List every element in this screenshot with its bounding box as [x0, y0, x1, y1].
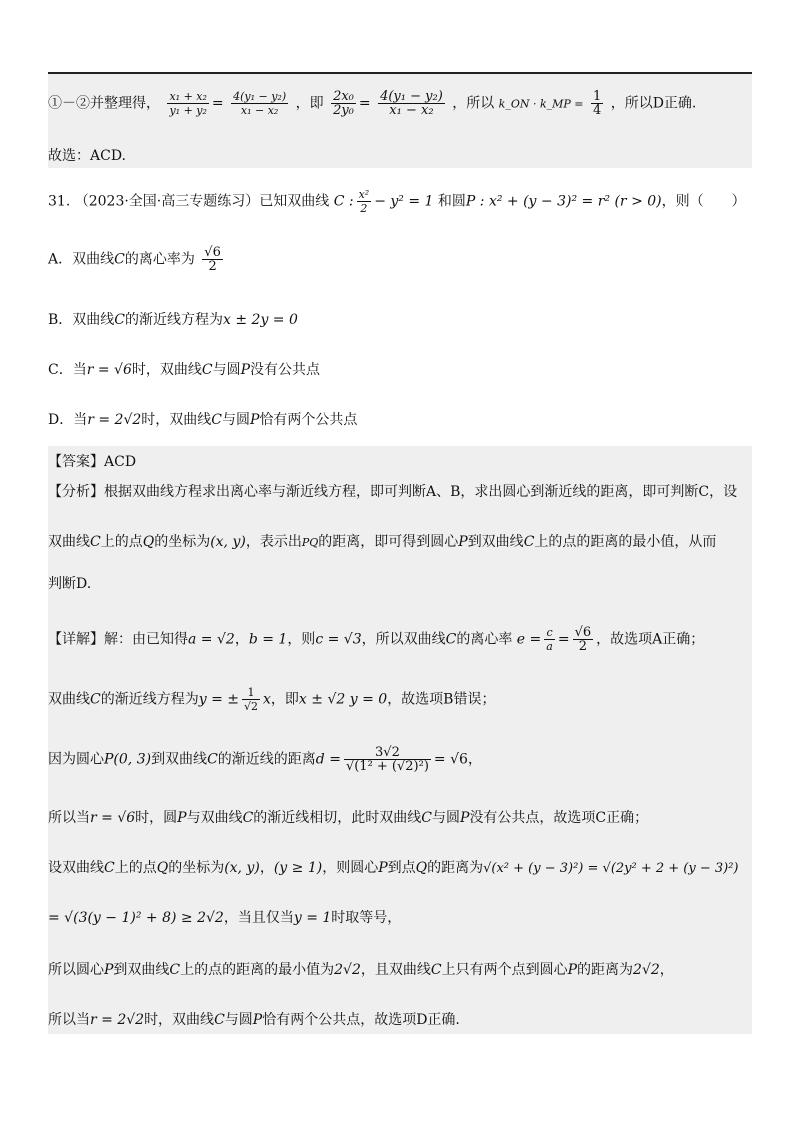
math-var: P — [104, 962, 114, 978]
math-var: C — [90, 691, 101, 708]
option-b — [48, 310, 298, 330]
math-expr: c = √3 — [315, 631, 362, 648]
text: 的距离为 — [577, 962, 634, 978]
text: 的渐近线方程为 — [125, 312, 224, 328]
math-var: P — [250, 412, 260, 428]
math-expr: √(x² + (y − 3)²) = √(2y² + 2 + (y − 3)²) — [483, 861, 739, 876]
text: ，则（ ） — [661, 193, 746, 210]
option-d — [48, 410, 357, 430]
text: 与圆 — [224, 1012, 253, 1028]
text: 所以当 — [48, 810, 90, 826]
math-var: C — [523, 534, 535, 550]
math-expr: e = — [516, 631, 542, 648]
detail-line-3 — [48, 746, 482, 773]
text: ， — [234, 631, 249, 648]
fraction: $\frac{√6}{2}$ — [204, 245, 221, 274]
text: ， — [467, 751, 482, 768]
text: ，所以D正确. — [610, 95, 697, 112]
math-var: C — [90, 534, 101, 550]
text: 到点 — [387, 860, 416, 876]
text: 的坐标为 — [168, 860, 225, 876]
math-var: Q — [156, 860, 169, 876]
math-expr: r = 2√2 — [90, 1012, 145, 1028]
math-expr: x ± √2 y = 0 — [298, 691, 388, 708]
text: 上的点 — [114, 860, 157, 876]
math-var: C — [214, 1012, 225, 1028]
math-expr: a = √2 — [188, 631, 235, 648]
text: 恰有两个公共点 — [259, 412, 358, 428]
text: ，即 — [295, 95, 324, 112]
text: 到双曲线 — [467, 534, 524, 550]
option-label: D．当 — [48, 412, 88, 428]
text: 和圆 — [437, 193, 466, 210]
text: 所以圆心 — [48, 962, 104, 978]
text: ， — [659, 962, 674, 978]
math-var: C — [242, 810, 254, 826]
text: 双曲线 — [48, 534, 90, 550]
text: 时，双曲线 — [141, 412, 212, 428]
text: ，故选项A正确； — [596, 631, 705, 648]
math-expr: r = 2√2 — [87, 412, 142, 428]
math-expr: b = 1 — [248, 631, 288, 648]
math-expr: PQ — [301, 536, 319, 549]
math-var: C — [445, 631, 457, 648]
text: ，即 — [270, 691, 299, 708]
text: 没有公共点 — [250, 362, 321, 378]
prev-solution-line: ①－②并整理得， $\frac{\text{x₁ + x₂}}{\text{y₁ + y₂}}$ = $\frac{\text{4(y₁ − y₂)}}{\text{x₁ − x₂}}$ ，即 $\frac{\text{2x₀}}{\text{2y₀}}$ = $\frac{\text{4(y₁ − y₂)}}{\text{x₁ − x₂}}$ ，所以 k_ON · k_MP = $\frac{1}{4}$ ，所以D正确. — [48, 89, 697, 118]
fraction: $\frac{c}{a}$ — [546, 626, 553, 653]
text: 的离心率 — [456, 631, 513, 648]
step-lead: ①－②并整理得， — [48, 95, 160, 112]
text: 的距离为 — [427, 860, 484, 876]
math-var: C — [114, 251, 125, 268]
math-expr: r = √6 — [86, 362, 132, 378]
text: 恰有两个公共点，故选项D正确. — [262, 1012, 460, 1028]
analysis-line-2 — [48, 532, 716, 553]
text: 的离心率为 — [124, 251, 195, 268]
text: 时，双曲线 — [131, 362, 202, 378]
option-label: C．当 — [48, 362, 87, 378]
math-var: P — [177, 810, 187, 826]
text: 时，双曲线 — [144, 1012, 215, 1028]
math-var: C — [104, 860, 115, 876]
option-c — [48, 360, 320, 380]
math-expr: − y² = 1 — [374, 193, 434, 210]
math-var: C — [430, 962, 442, 978]
math-var: P — [240, 362, 251, 378]
fraction: $\frac{1}{4}$ — [592, 89, 602, 118]
text: 上的点 — [100, 534, 143, 550]
text: 与圆 — [222, 412, 251, 428]
text: 到双曲线 — [151, 751, 208, 768]
text: 的渐近线方程为 — [100, 691, 199, 708]
text: ，所以双曲线 — [361, 631, 446, 648]
math-expr: = — [557, 631, 570, 648]
text: 上的点的距离的最小值，从而 — [534, 534, 717, 550]
text: 与圆 — [432, 810, 461, 826]
fraction: $\frac{\text{x²}}{2}$ — [358, 188, 370, 215]
fraction: $\frac{1}{√2}$ — [244, 686, 259, 713]
text: 时取等号， — [331, 910, 402, 926]
detail-line-1 — [48, 626, 704, 653]
text: 到双曲线 — [113, 962, 170, 978]
math-expr: 2√2 — [633, 962, 660, 978]
math-expr: (x, y) — [210, 534, 246, 550]
math-var: P — [252, 1012, 263, 1028]
math-expr: y = 1 — [293, 910, 332, 926]
text: ， — [259, 860, 274, 876]
math-expr: P : x² + (y − 3)² = r² (r > 0) — [465, 193, 662, 210]
math-var: x — [263, 691, 271, 708]
text: 与圆 — [212, 362, 241, 378]
text: ，故选项B错误； — [387, 691, 496, 708]
fraction: $\frac{3√2}{\text{√(1² + (√2)²)}}$ — [345, 745, 429, 774]
fraction: $\frac{√6}{2}$ — [574, 625, 592, 654]
math-expr: 2√2 — [334, 962, 361, 978]
analysis-line-3: 判断D. — [48, 576, 92, 592]
math-expr: P(0, 3) — [104, 751, 152, 768]
detail-line-4 — [48, 808, 648, 828]
math-var: P — [378, 860, 388, 876]
fraction: $\frac{\text{4(y₁ − y₂)}}{\text{x₁ − x₂}}$ — [380, 89, 443, 118]
fraction: $\frac{\text{4(y₁ − y₂)}}{\text{x₁ − x₂}}$ — [233, 90, 287, 117]
text: 的坐标为 — [154, 534, 211, 550]
math-expr: C : — [333, 193, 354, 210]
text: 没有公共点，故选项C正确； — [469, 810, 649, 826]
fraction: $\frac{\text{x₁ + x₂}}{\text{y₁ + y₂}}$ — [169, 90, 207, 117]
math-var: P — [567, 962, 578, 978]
text: 的距离，即可得到圆心 — [318, 534, 459, 550]
text: 上的点的距离的最小值为 — [180, 962, 335, 978]
math-var: C — [421, 810, 433, 826]
text: ，且双曲线 — [360, 962, 431, 978]
fraction: $\frac{\text{2x₀}}{\text{2y₀}}$ — [333, 89, 354, 118]
option-label: B．双曲线 — [48, 312, 115, 328]
question-number: 31. — [48, 193, 71, 210]
text: 设双曲线 — [48, 860, 104, 876]
text: 与双曲线 — [186, 810, 243, 826]
math-var: C — [211, 412, 223, 428]
text: ，当且仅当 — [223, 910, 294, 926]
math-var: P — [460, 810, 470, 826]
math-var: C — [114, 312, 126, 328]
math-expr: y = ± — [198, 691, 239, 708]
math-var: P — [458, 534, 468, 550]
text: 的渐近线的距离 — [217, 751, 316, 768]
question-stem — [48, 188, 746, 215]
analysis-line-1: 【分析】根据双曲线方程求出离心率与渐近线方程，即可判断A、B，求出圆心到渐近线的距离，即可判断C，设 — [48, 484, 738, 500]
option-label: A．双曲线 — [48, 251, 115, 268]
math-var: C — [207, 751, 218, 768]
math-expr: r = √6 — [90, 810, 136, 826]
math-expr: k_ON · k_MP = — [498, 97, 584, 111]
detail-line-2 — [48, 686, 495, 713]
text: ，所以 — [452, 95, 495, 112]
math-expr: d = — [315, 751, 341, 768]
question-source: （2023·全国·高三专题练习）已知双曲线 — [74, 193, 330, 210]
text: 的渐近线相切，此时双曲线 — [253, 810, 422, 826]
detail-line-7 — [48, 960, 674, 980]
text: 所以当 — [48, 1012, 90, 1028]
math-expr: (y ≥ 1) — [273, 860, 323, 876]
text: 时，圆 — [135, 810, 178, 826]
math-expr: = √(3(y − 1)² + 8) ≥ 2√2 — [48, 910, 224, 926]
text: 上只有两个点到圆心 — [441, 962, 568, 978]
math-expr: (x, y) — [224, 860, 260, 876]
detail-line-8 — [48, 1010, 460, 1030]
math-var: C — [201, 362, 213, 378]
choice-line: 故选：ACD. — [48, 148, 126, 164]
math-var: Q — [142, 534, 155, 550]
math-var: Q — [415, 860, 428, 876]
text: ，则 — [287, 631, 316, 648]
text: ，则圆心 — [322, 860, 379, 876]
math-expr: = √6 — [433, 751, 468, 768]
math-expr: x ± 2y = 0 — [223, 312, 298, 328]
detail-line-6 — [48, 908, 401, 928]
answer-label: 【答案】ACD — [48, 454, 137, 470]
text: ，表示出 — [245, 534, 302, 550]
math-var: C — [169, 962, 181, 978]
text: 双曲线 — [48, 691, 90, 708]
text: 因为圆心 — [48, 751, 104, 768]
option-a — [48, 246, 226, 273]
text: 【详解】解：由已知得 — [48, 631, 188, 648]
detail-line-5 — [48, 858, 739, 879]
